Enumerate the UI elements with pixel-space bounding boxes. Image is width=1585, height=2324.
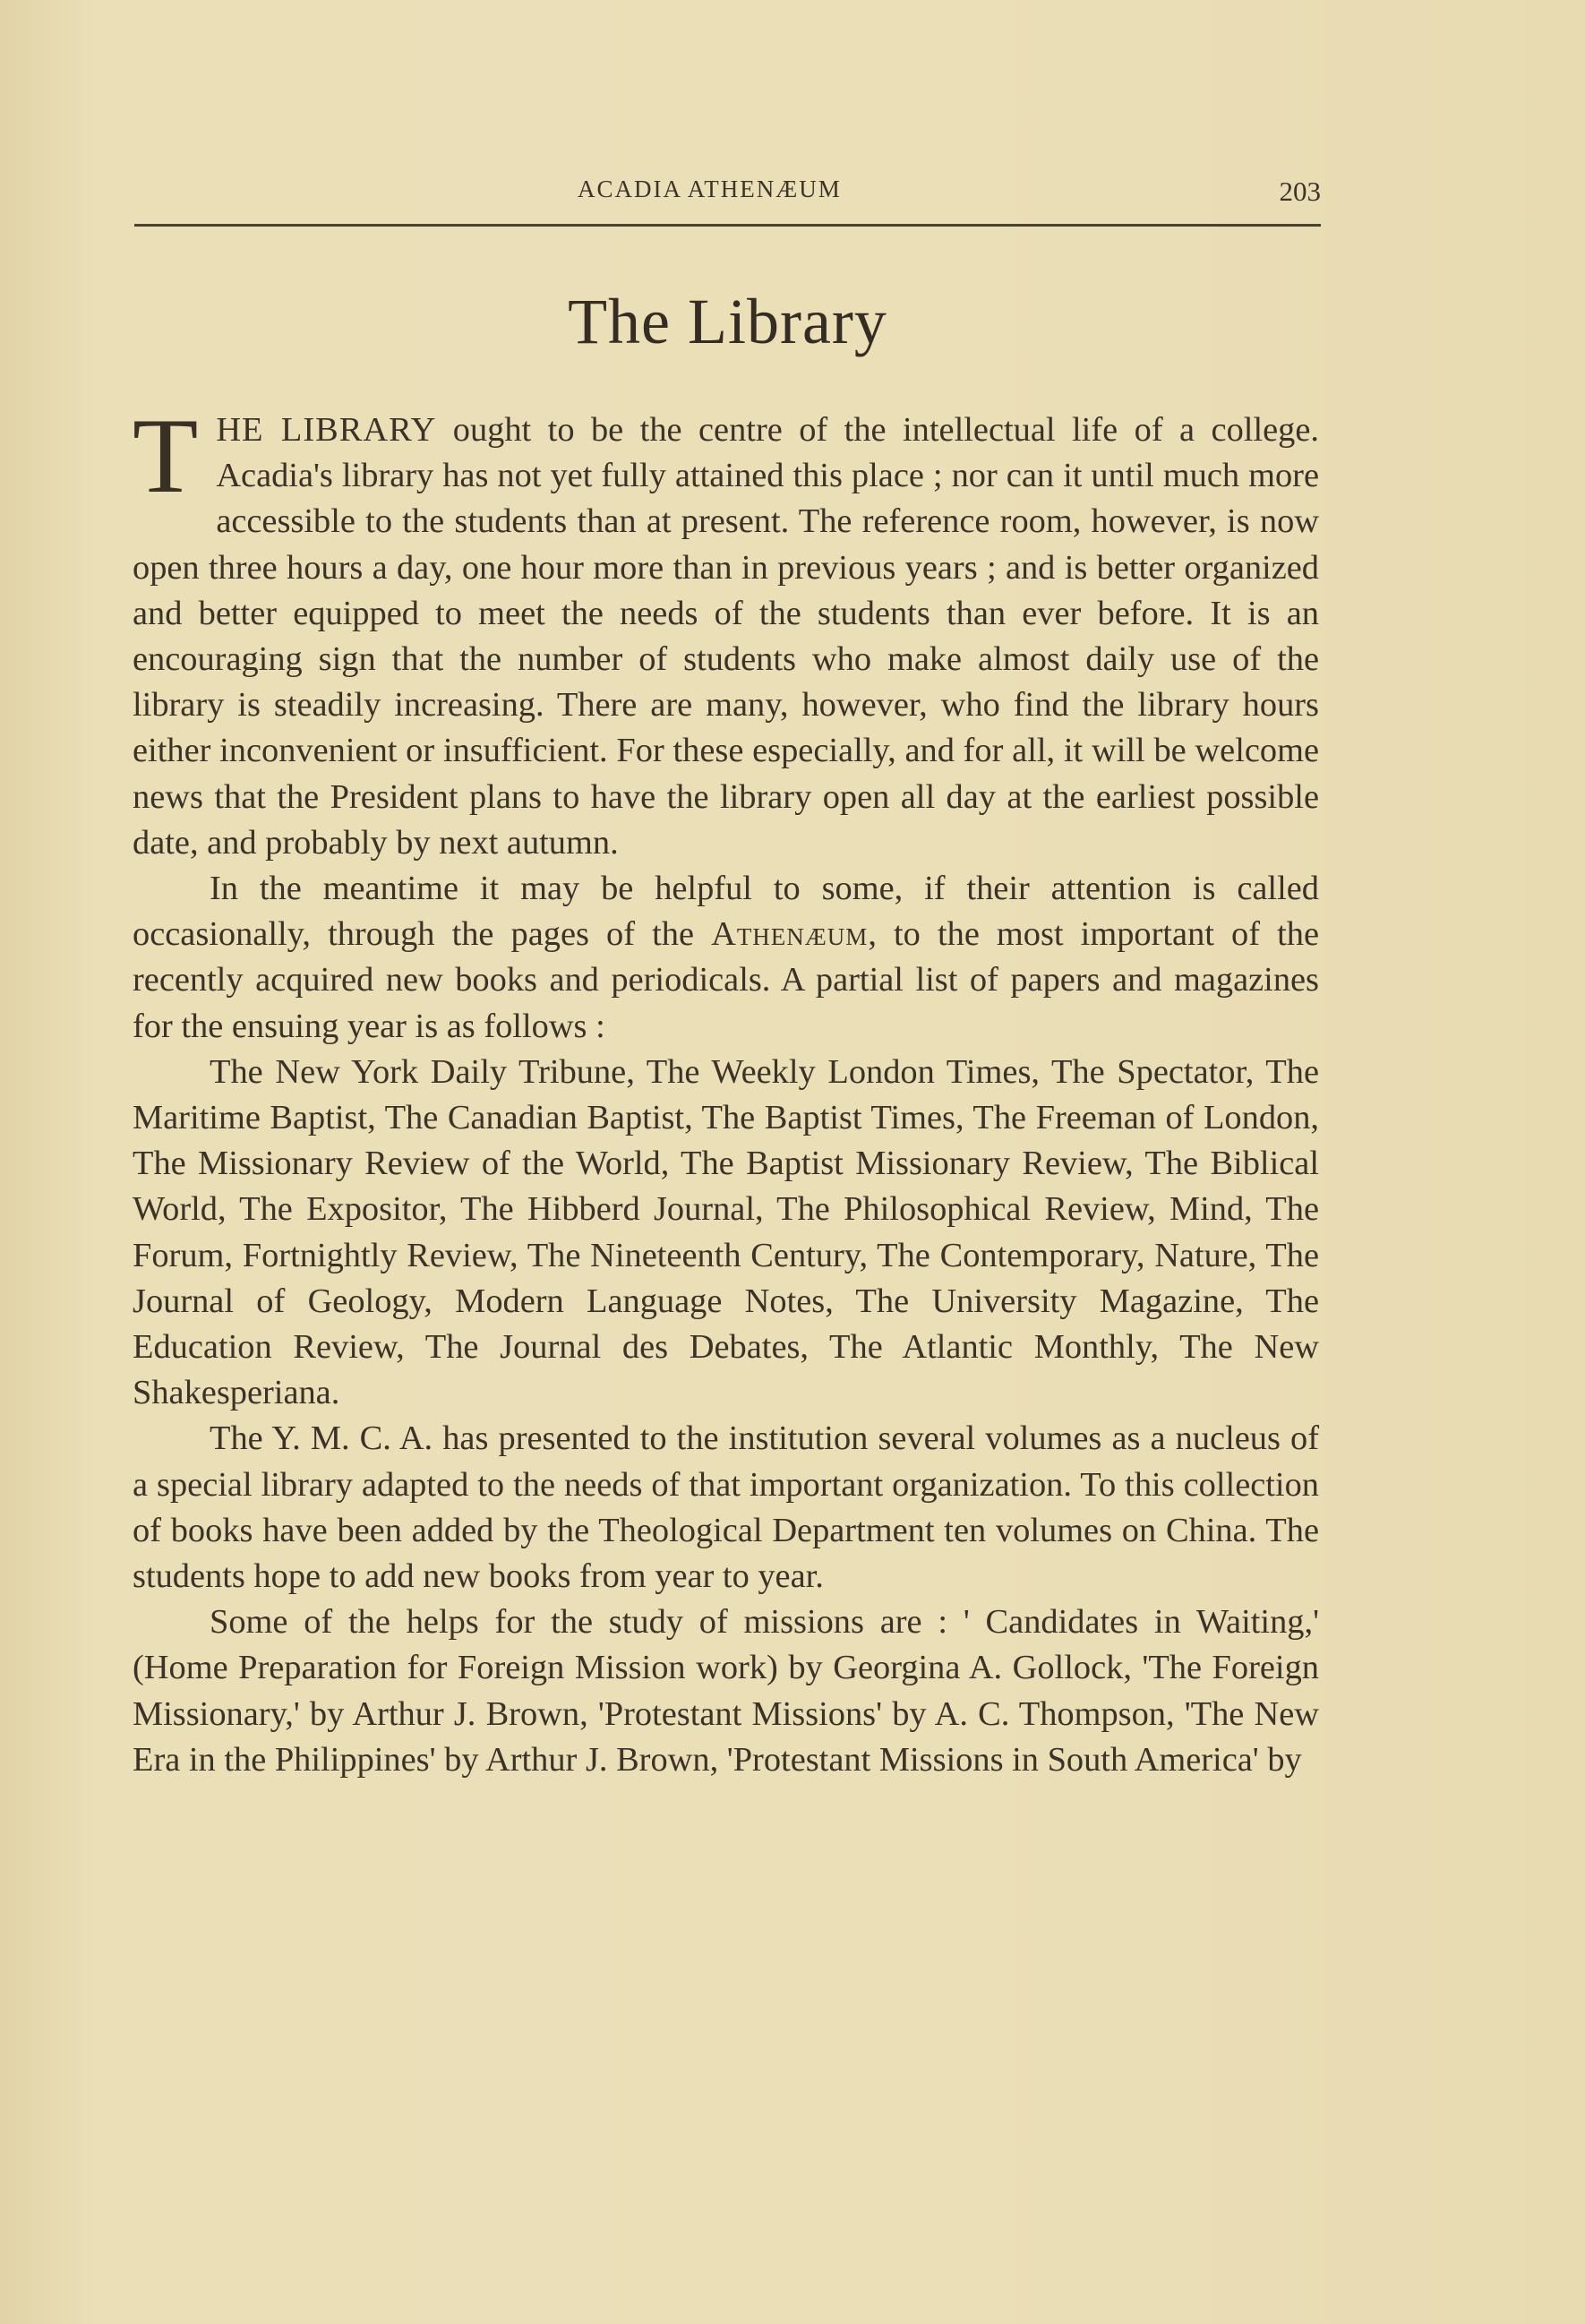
paragraph-1 bbox=[133, 396, 1319, 866]
paragraph-4: The Y. M. C. A. has presented to the institution several volumes as a nucleus of a special library adapted to the needs of that important organization. To this collection of books have been added by the Theological Department ten volumes on China. The students hope to add new books from year to year. bbox=[133, 1419, 1319, 1596]
drop-cap: T bbox=[133, 396, 199, 515]
paragraph-5: Some of the helps for the study of missions are : ' Candidates in Waiting,' (Home Preparation for Foreign Mission work) by Georgina A. Gollock, 'The Foreign Missionary,' by Arthur J. Brown, 'Protestant Missions' by A. C. Thompson, 'The New Era in the Philippines' by Arthur J. Brown, 'Protestant Missions in South America' by bbox=[133, 1603, 1319, 1779]
page-header bbox=[134, 176, 1321, 220]
page-number: 203 bbox=[1279, 176, 1321, 207]
article-body bbox=[133, 396, 1319, 1783]
paragraph-2 bbox=[133, 866, 1319, 1050]
paragraph-2-text-before: In the meantime it may be helpful to some, if their attention is called occasionally, through the pages of the bbox=[133, 870, 1319, 954]
paragraph-2-text-after: , to the most important of the recently acquired new books and periodicals. A partial list of papers and magazines for the ensuing year is as follows : bbox=[133, 915, 1319, 1045]
paragraph-1-text: ought to be the centre of the intellectual life of a college. Acadia's library has not yet fully attained this place ; nor can it until much more accessible to the students than at present. The reference room, however, is now open three hours a day, one hour more than in previous years ; and is better organized and better equipped to meet the needs of the students than ever before. It is an encouraging sign that the number of students who make almost daily use of the library is steadily increasing. There are many, however, who find the library hours either inconvenient or insufficient. For these especially, and for all, it will be welcome news that the President plans to have the library open all day at the earliest possible date, and probably by next autumn. bbox=[133, 411, 1319, 862]
athenaeum-small-caps: Athenæum bbox=[711, 915, 869, 954]
article-title: The Library bbox=[568, 286, 887, 357]
running-head: ACADIA ATHENÆUM bbox=[578, 176, 842, 202]
paragraph-3-periodicals-list: The New York Daily Tribune, The Weekly London Times, The Spectator, The Maritime Baptist, The Canadian Baptist, The Baptist Times, The Freeman of London, The Missionary Review of the World, The Baptist Missionary Review, The Biblical World, The Expositor, The Hibberd Journal, The Philosophical Review, Mind, The Forum, Fortnightly Review, The Nineteenth Century, The Contemporary, Nature, The Journal of Geology, Modern Language Notes, The University Magazine, The Education Review, The Journal des Debates, The Atlantic Monthly, The New Shakesperiana. bbox=[133, 1052, 1319, 1412]
opening-caps: HE LIBRARY bbox=[216, 411, 437, 449]
header-rule bbox=[134, 224, 1321, 227]
